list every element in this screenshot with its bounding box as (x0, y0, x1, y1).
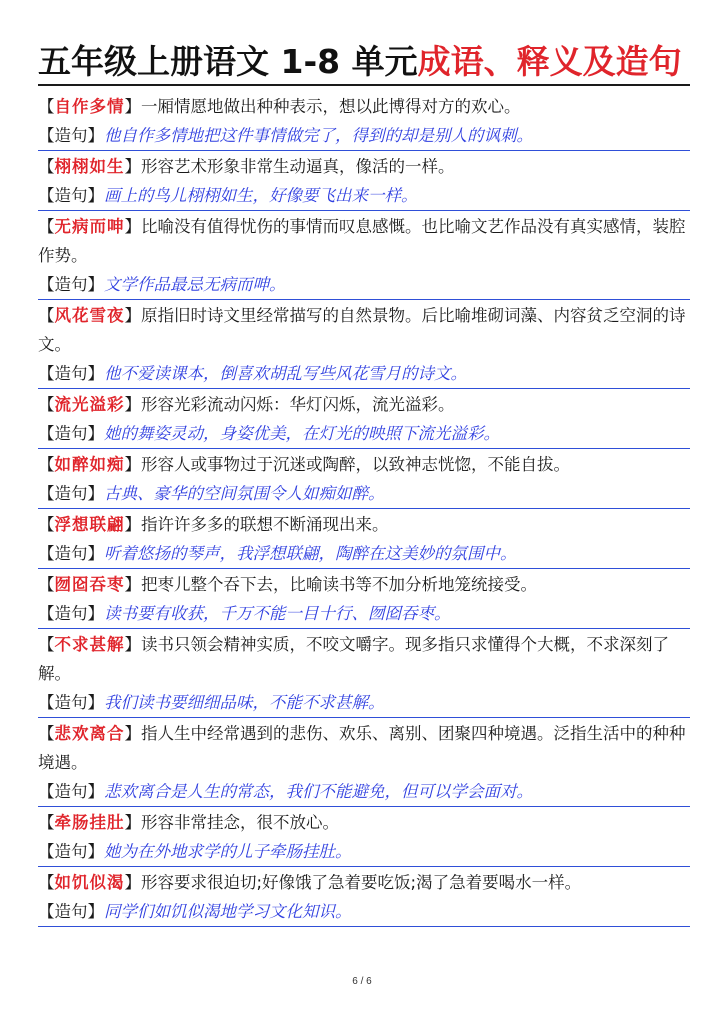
idiom-definition: 形容艺术形象非常生动逼真，像活的一样。 (141, 157, 455, 176)
definition-line: 【浮想联翩】指许许多多的联想不断涌现出来。 (38, 515, 389, 534)
definition-line: 【风花雪夜】原指旧时诗文里经常描写的自然景物。后比喻堆砌词藻、内容贫乏空洞的诗文。 (38, 306, 686, 354)
idiom-definition: 形容要求很迫切;好像饿了急着要吃饭;渴了急着要喝水一样。 (141, 873, 582, 892)
example-line: 【造句】古典、豪华的空间氛围令人如痴如醉。 (38, 479, 690, 509)
example-label: 造句 (54, 126, 88, 145)
definition-line: 【如醉如痴】形容人或事物过于沉迷或陶醉，以致神志恍惚，不能自拔。 (38, 455, 570, 474)
idiom-definition: 把枣儿整个吞下去，比喻读书等不加分析地笼统接受。 (141, 575, 537, 594)
example-sentence: 古典、豪华的空间氛围令人如痴如醉。 (104, 484, 385, 503)
idiom-definition: 形容光彩流动闪烁：华灯闪烁，流光溢彩。 (141, 395, 455, 414)
definition-line: 【无病而呻】比喻没有值得忧伤的事情而叹息感慨。也比喻文艺作品没有真实感情，装腔作势。 (38, 217, 686, 265)
example-sentence: 她为在外地求学的儿子牵肠挂肚。 (104, 842, 352, 861)
example-sentence: 我们读书要细细品味，不能不求甚解。 (104, 693, 385, 712)
idiom-term: 无病而呻 (54, 217, 125, 236)
idiom-term: 悲欢离合 (54, 724, 125, 743)
definition-line: 【悲欢离合】指人生中经常遇到的悲伤、欢乐、离别、团聚四种境遇。泛指生活中的种种境遇。 (38, 724, 686, 772)
example-sentence: 她的舞姿灵动，身姿优美，在灯光的映照下流光溢彩。 (104, 424, 500, 443)
example-sentence: 听着悠扬的琴声，我浮想联翩，陶醉在这美妙的氛围中。 (104, 544, 517, 563)
example-line: 【造句】他自作多情地把这件事情做完了，得到的却是别人的讽刺。 (38, 121, 690, 151)
title-highlight: 成语、释义及造句 (417, 42, 682, 81)
example-label: 造句 (54, 842, 88, 861)
page-number: 6 / 6 (352, 976, 372, 987)
idiom-term: 浮想联翩 (54, 515, 125, 534)
example-label: 造句 (54, 902, 88, 921)
example-sentence: 他不爱读课本，倒喜欢胡乱写些风花雪月的诗文。 (104, 364, 467, 383)
idiom-term: 不求甚解 (54, 635, 125, 654)
example-line: 【造句】读书要有收获，千万不能一目十行、囫囵吞枣。 (38, 599, 690, 629)
example-line: 【造句】同学们如饥似渴地学习文化知识。 (38, 897, 690, 927)
example-line: 【造句】画上的鸟儿栩栩如生，好像要飞出来一样。 (38, 181, 690, 211)
example-line: 【造句】我们读书要细细品味，不能不求甚解。 (38, 688, 690, 718)
example-label: 造句 (54, 424, 88, 443)
example-label: 造句 (54, 275, 88, 294)
example-line: 【造句】她的舞姿灵动，身姿优美，在灯光的映照下流光溢彩。 (38, 419, 690, 449)
example-label: 造句 (54, 693, 88, 712)
idiom-term: 栩栩如生 (54, 157, 125, 176)
idiom-definition: 形容人或事物过于沉迷或陶醉，以致神志恍惚，不能自拔。 (141, 455, 570, 474)
idiom-term: 牵肠挂肚 (54, 813, 125, 832)
idiom-term: 如醉如痴 (54, 455, 125, 474)
idiom-term: 自作多情 (54, 97, 125, 116)
example-line: 【造句】听着悠扬的琴声，我浮想联翩，陶醉在这美妙的氛围中。 (38, 539, 690, 569)
example-sentence: 文学作品最忌无病而呻。 (104, 275, 286, 294)
example-label: 造句 (54, 782, 88, 801)
idiom-term: 囫囵吞枣 (54, 575, 125, 594)
idiom-list (38, 92, 690, 927)
idiom-definition: 指许许多多的联想不断涌现出来。 (141, 515, 389, 534)
idiom-definition: 形容非常挂念，很不放心。 (141, 813, 339, 832)
idiom-definition: 读书只领会精神实质，不咬文嚼字。现多指只求懂得个大概，不求深刻了解。 (38, 635, 669, 683)
example-sentence: 读书要有收获，千万不能一目十行、囫囵吞枣。 (104, 604, 451, 623)
example-label: 造句 (54, 604, 88, 623)
example-line: 【造句】文学作品最忌无病而呻。 (38, 270, 690, 300)
definition-line: 【流光溢彩】形容光彩流动闪烁：华灯闪烁，流光溢彩。 (38, 395, 455, 414)
document-page (38, 40, 690, 928)
idiom-term: 流光溢彩 (54, 395, 125, 414)
title-main: 五年级上册语文 1-8 单元 (38, 42, 418, 81)
example-line: 【造句】悲欢离合是人生的常态，我们不能避免，但可以学会面对。 (38, 777, 690, 807)
definition-line: 【牵肠挂肚】形容非常挂念，很不放心。 (38, 813, 339, 832)
example-line: 【造句】他不爱读课本，倒喜欢胡乱写些风花雪月的诗文。 (38, 359, 690, 389)
definition-line: 【不求甚解】读书只领会精神实质，不咬文嚼字。现多指只求懂得个大概，不求深刻了解。 (38, 635, 669, 683)
idiom-term: 如饥似渴 (54, 873, 125, 892)
example-sentence: 同学们如饥似渴地学习文化知识。 (104, 902, 352, 921)
idiom-definition: 一厢情愿地做出种种表示，想以此博得对方的欢心。 (141, 97, 521, 116)
idiom-definition: 指人生中经常遇到的悲伤、欢乐、离别、团聚四种境遇。泛指生活中的种种境遇。 (38, 724, 686, 772)
definition-line: 【如饥似渴】形容要求很迫切;好像饿了急着要吃饭;渴了急着要喝水一样。 (38, 873, 582, 892)
example-label: 造句 (54, 186, 88, 205)
definition-line: 【囫囵吞枣】把枣儿整个吞下去，比喻读书等不加分析地笼统接受。 (38, 575, 537, 594)
definition-line: 【自作多情】一厢情愿地做出种种表示，想以此博得对方的欢心。 (38, 97, 521, 116)
page-title (38, 40, 690, 86)
idiom-definition: 比喻没有值得忧伤的事情而叹息感慨。也比喻文艺作品没有真实感情，装腔作势。 (38, 217, 686, 265)
example-sentence: 画上的鸟儿栩栩如生，好像要飞出来一样。 (104, 186, 418, 205)
example-label: 造句 (54, 364, 88, 383)
example-sentence: 悲欢离合是人生的常态，我们不能避免，但可以学会面对。 (104, 782, 533, 801)
definition-line: 【栩栩如生】形容艺术形象非常生动逼真，像活的一样。 (38, 157, 455, 176)
idiom-definition: 原指旧时诗文里经常描写的自然景物。后比喻堆砌词藻、内容贫乏空洞的诗文。 (38, 306, 686, 354)
example-line: 【造句】她为在外地求学的儿子牵肠挂肚。 (38, 837, 690, 867)
example-sentence: 他自作多情地把这件事情做完了，得到的却是别人的讽刺。 (104, 126, 533, 145)
example-label: 造句 (54, 484, 88, 503)
example-label: 造句 (54, 544, 88, 563)
idiom-term: 风花雪夜 (54, 306, 125, 325)
